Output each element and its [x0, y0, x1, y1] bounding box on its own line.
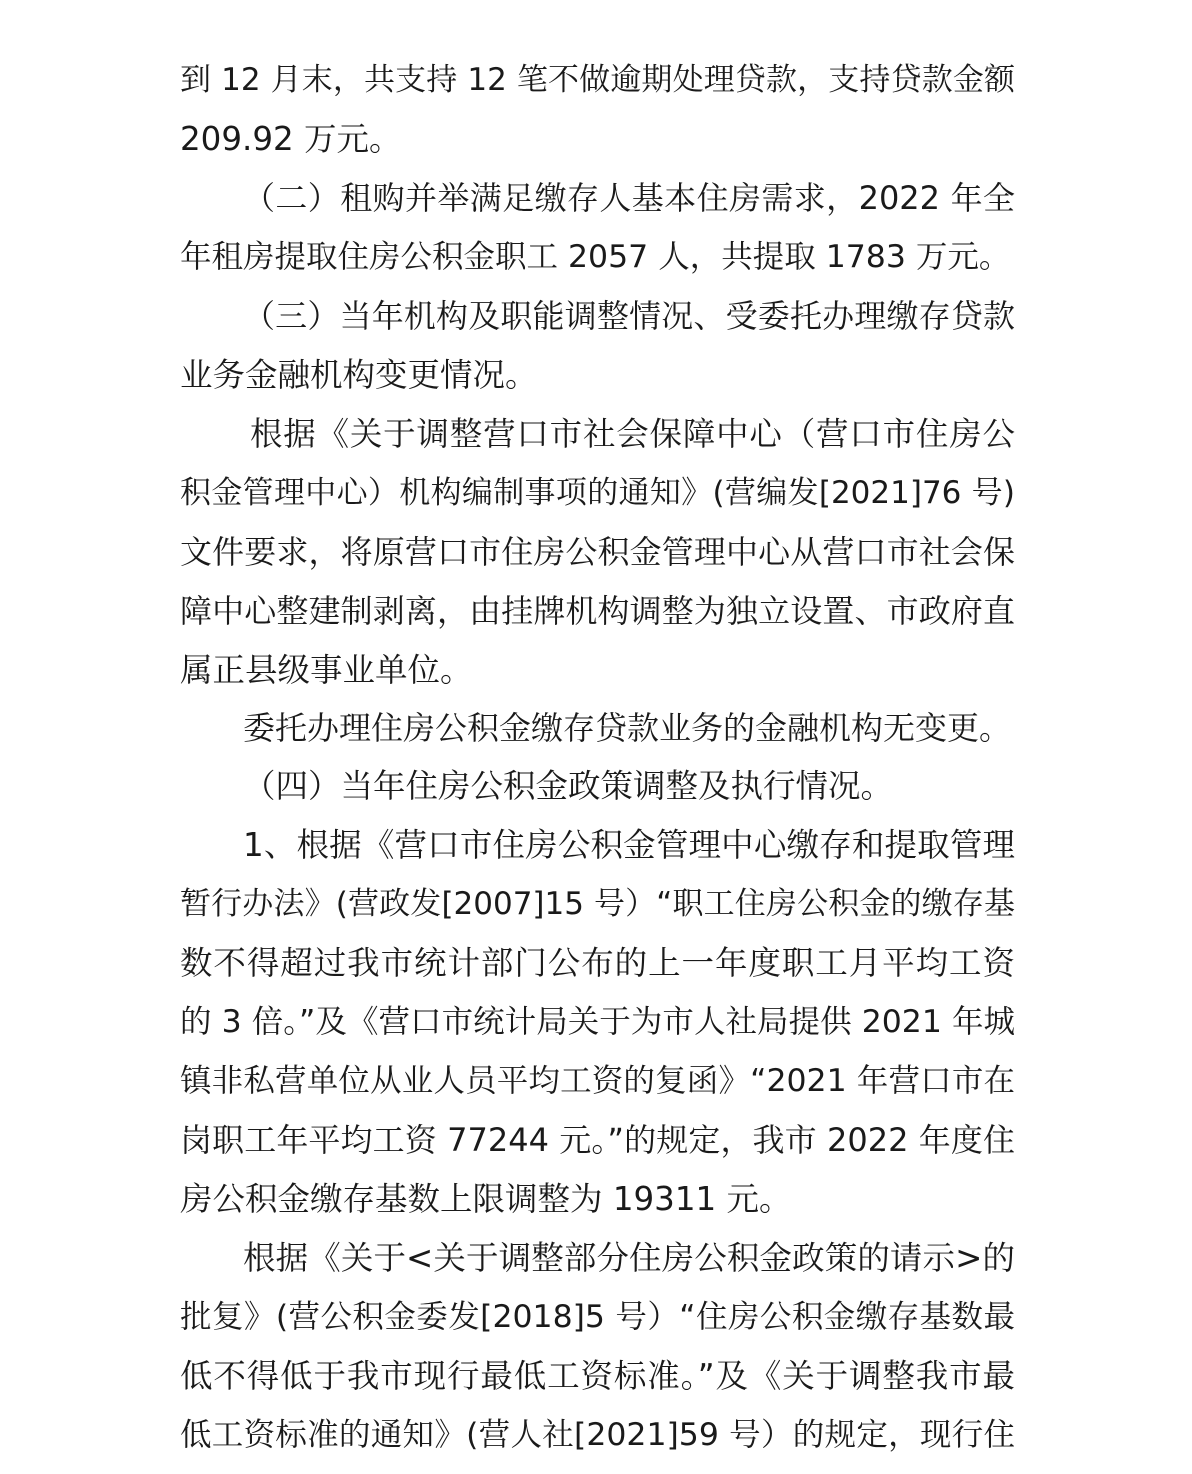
text-line: 数不得超过我市统计部门公布的上一年度职工月平均工资 [180, 944, 1015, 982]
section-heading: （四）当年住房公积金政策调整及执行情况。 [243, 767, 894, 805]
text-line: 批复》(营公积金委发[2018]5 号）“住房公积金缴存基数最 [180, 1299, 1015, 1335]
text-line: 业务金融机构变更情况。 [180, 356, 538, 394]
section-heading: （三）当年机构及职能调整情况、受委托办理缴存贷款 [243, 297, 1015, 335]
text-line: 根据《关于<关于调整部分住房公积金政策的请示>的 [243, 1239, 1015, 1277]
text-line: 暂行办法》(营政发[2007]15 号）“职工住房公积金的缴存基 [180, 886, 1015, 922]
text-line: 低不得低于我市现行最低工资标准。”及《关于调整我市最 [180, 1357, 1015, 1395]
text-line: 镇非私营单位从业人员平均工资的复函》“2021 年营口市在 [180, 1063, 1015, 1099]
section-heading: （二）租购并举满足缴存人基本住房需求，2022 年全 [243, 179, 1015, 217]
text-line: 障中心整建制剥离，由挂牌机构调整为独立设置、市政府直 [180, 592, 1015, 630]
text-line: 的 3 倍。”及《营口市统计局关于为市人社局提供 2021 年城 [180, 1004, 1015, 1040]
text-line: 房公积金缴存基数上限调整为 19311 元。 [180, 1180, 792, 1218]
text-line: 1、根据《营口市住房公积金管理中心缴存和提取管理 [243, 826, 1015, 864]
text-line: 属正县级事业单位。 [180, 651, 473, 689]
text-line: 委托办理住房公积金缴存贷款业务的金融机构无变更。 [243, 709, 1012, 747]
text-line: 到 12 月末，共支持 12 笔不做逾期处理贷款，支持贷款金额 [180, 62, 1015, 98]
text-line: 低工资标准的通知》(营人社[2021]59 号）的规定，现行住 [180, 1417, 1015, 1453]
text-line: 209.92 万元。 [180, 120, 402, 158]
text-line: 积金管理中心）机构编制事项的通知》(营编发[2021]76 号) [180, 475, 1015, 511]
text-line: 根据《关于调整营口市社会保障中心（营口市住房公 [250, 415, 1015, 453]
text-line: 文件要求，将原营口市住房公积金管理中心从营口市社会保 [180, 533, 1015, 571]
text-line: 岗职工年平均工资 77244 元。”的规定，我市 2022 年度住 [180, 1121, 1015, 1159]
text-line: 年租房提取住房公积金职工 2057 人，共提取 1783 万元。 [180, 239, 1011, 275]
